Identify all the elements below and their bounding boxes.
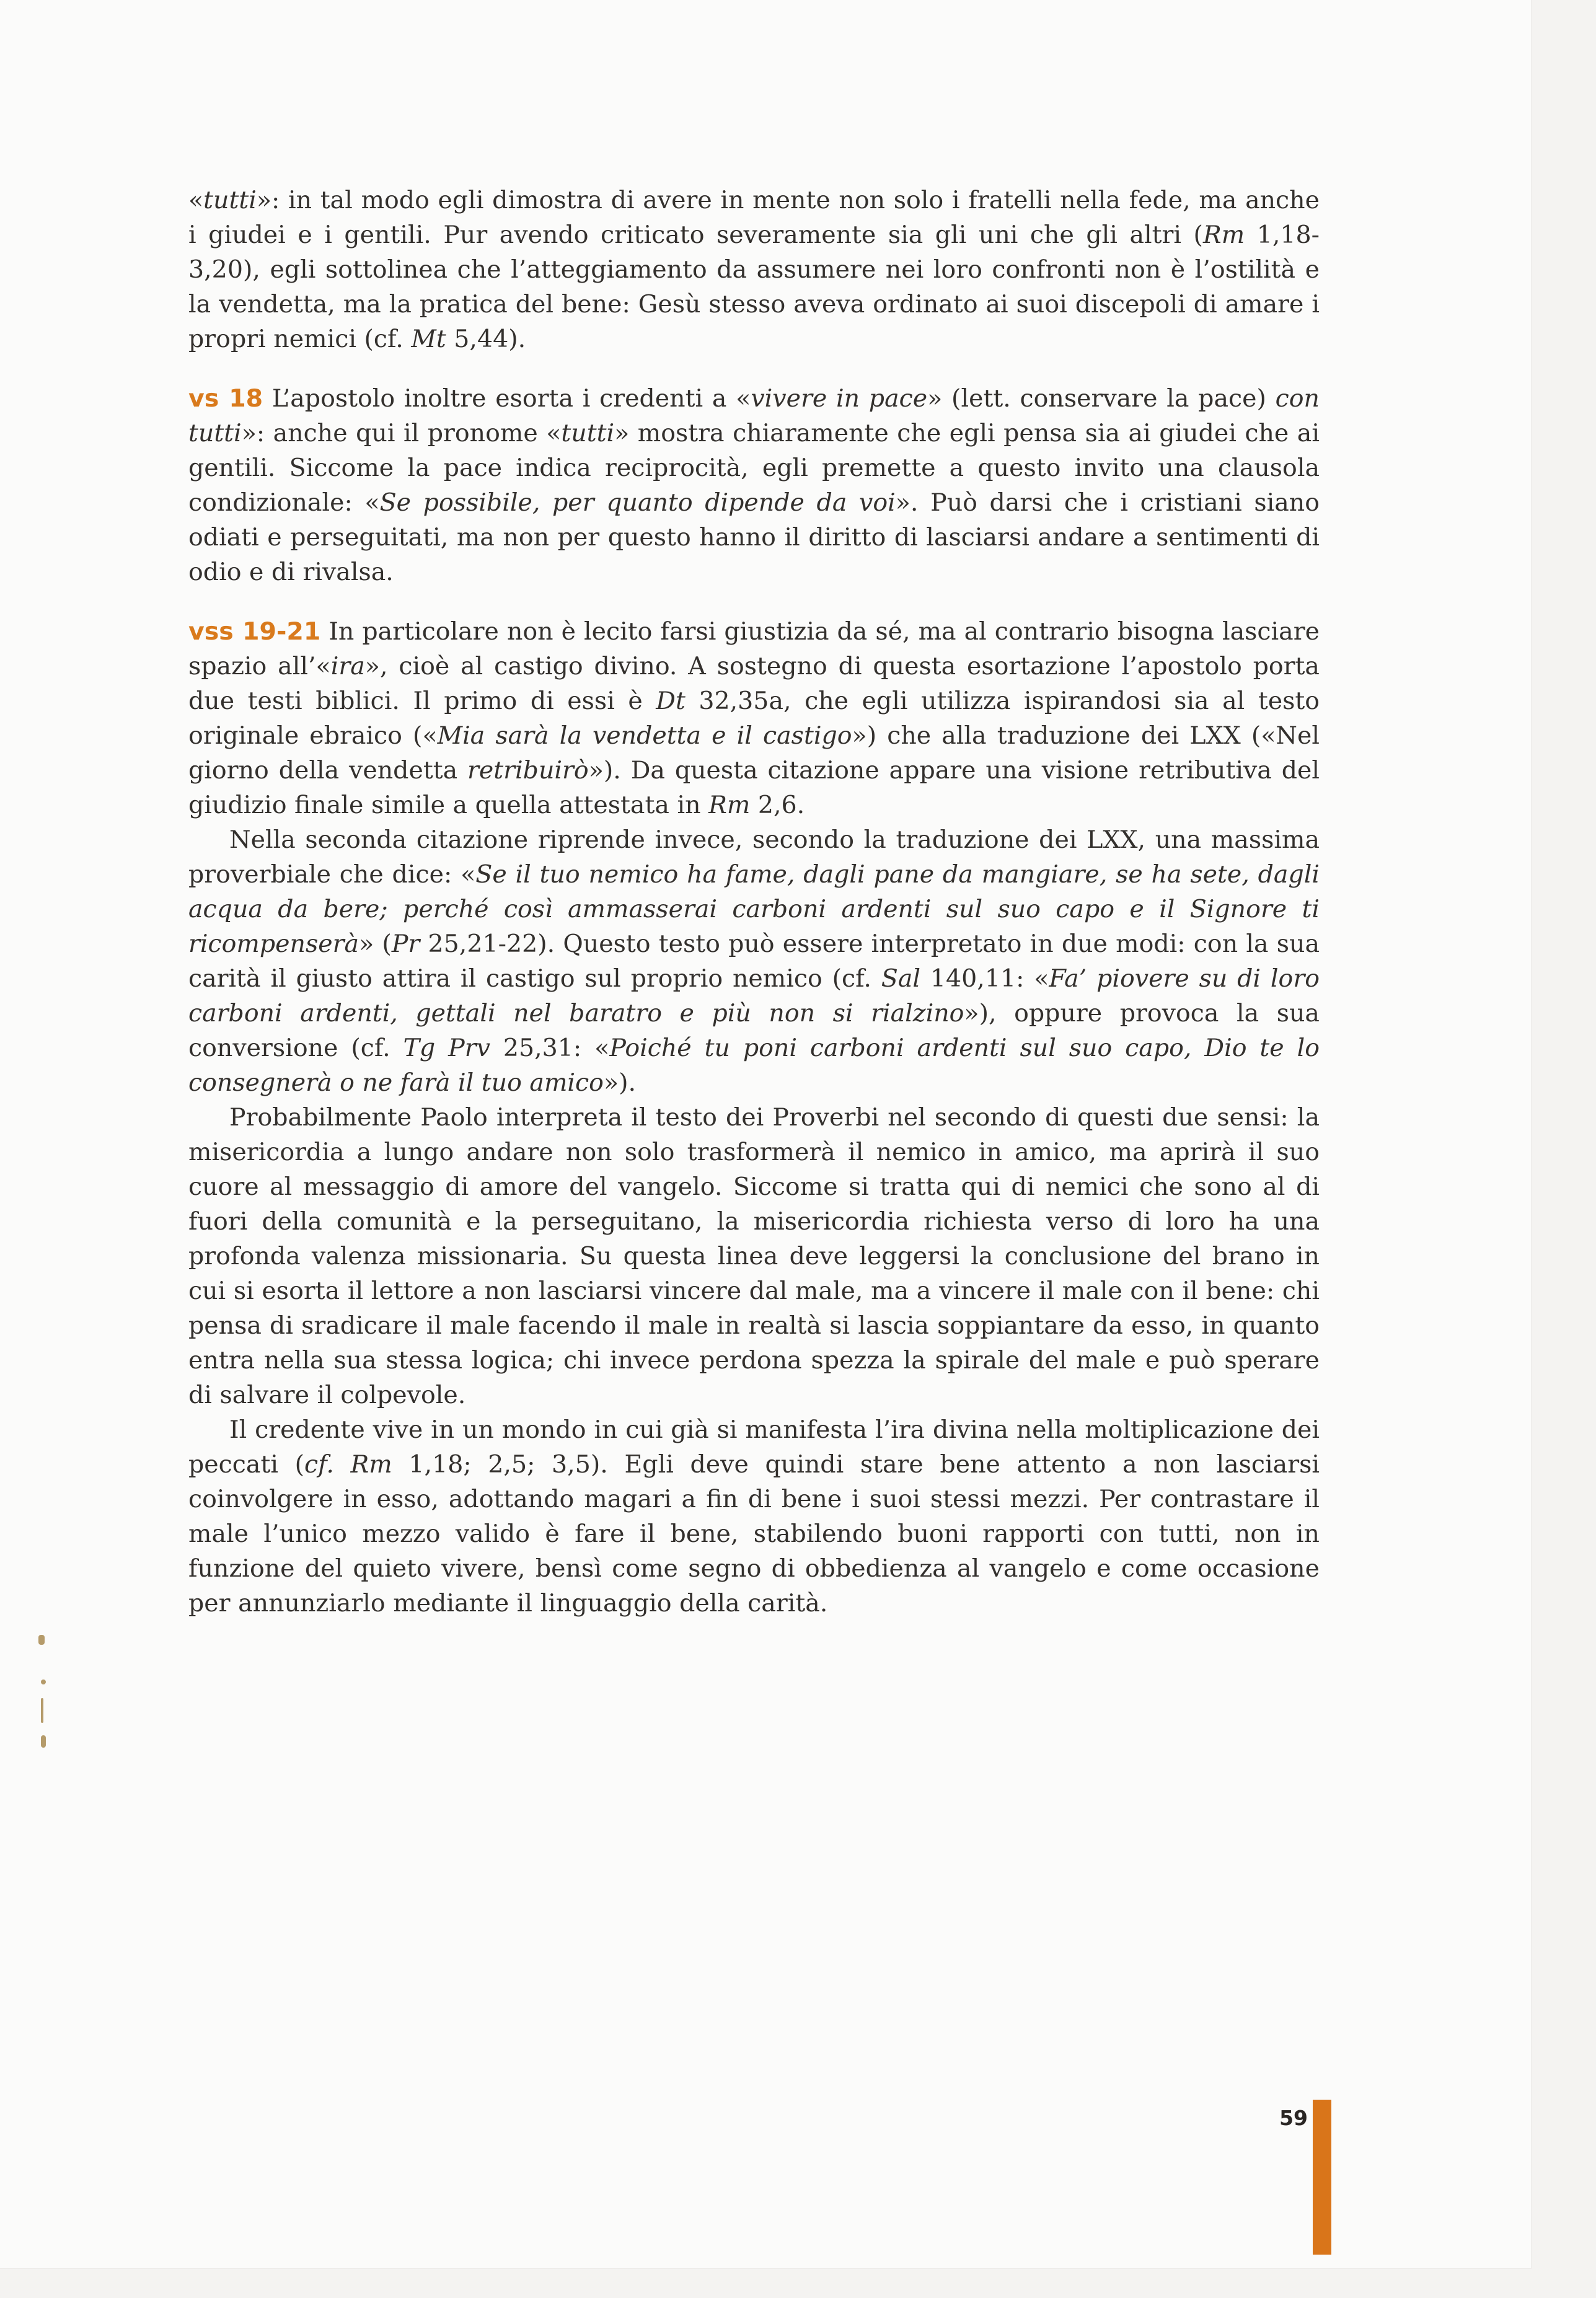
- verse-label: vss 19-21: [188, 617, 321, 646]
- margin-mark: [41, 1698, 43, 1723]
- margin-mark: [38, 1635, 45, 1645]
- paragraph-second-citation: Nella seconda citazione riprende invece, secondo la traduzione dei LXX, una massima proverbiale che dice: «Se il tuo nemico ha fame, dagli pane da mangiare, se ha sete, dagli acqua da bere; perché così ammasserai carboni ardenti sul suo capo e il Signore ti ricompenserà» (Pr 25,21-22). Questo testo può essere interpretato in due modi: con la sua carità il giusto attira il castigo sul proprio nemico (cf. Sal 140,11: «Fa’ piovere su di loro carboni ardenti, gettali nel baratro e più non si rialzino»), oppure provoca la sua conversione (cf. Tg Prv 25,31: «Poiché tu poni carboni ardenti sul suo capo, Dio te lo consegnerà o ne farà il tuo amico»).: [188, 825, 1320, 1097]
- paragraph-1: «tutti»: in tal modo egli dimostra di avere in mente non solo i fratelli nella fede, ma anche i giudei e i gentili. Pur avendo criticato severamente sia gli uni che gli altri (Rm 1,18-3,20), egli sottolinea che l’atteggiamento da assumere nei loro confronti non è l’ostilità e la vendetta, ma la pratica del bene: Gesù stesso aveva ordinato ai suoi discepoli di amare i propri nemici (cf. Mt 5,44).: [188, 186, 1320, 353]
- margin-mark: [41, 1679, 46, 1684]
- margin-mark: [41, 1735, 46, 1748]
- paragraph-vss-19-21: vss 19-21 In particolare non è lecito farsi giustizia da sé, ma al contrario bisogna lasciare spazio all’«ira», cioè al castigo divino. A sostegno di questa esortazione l’apostolo porta due testi biblici. Il primo di essi è Dt 32,35a, che egli utilizza ispirandosi sia al testo originale ebraico («Mia sarà la vendetta e il castigo») che alla traduzione dei LXX («Nel giorno della vendetta retribuirò»). Da questa citazione appare una visione retributiva del giudizio finale simile a quella attestata in Rm 2,6.: [188, 617, 1320, 819]
- main-text: [188, 183, 1320, 1621]
- paragraph-conclusion: Il credente vive in un mondo in cui già si manifesta l’ira divina nella moltiplicazione dei peccati (cf. Rm 1,18; 2,5; 3,5). Egli deve quindi stare bene attento a non lasciarsi coinvolgere in esso, adottando magari a fin di bene i suoi stessi mezzi. Per contrastare il male l’unico mezzo valido è fare il bene, stabilendo buoni rapporti con tutti, non in funzione del quieto vivere, bensì come segno di obbedienza al vangelo e come occasione per annunziarlo mediante il linguaggio della carità.: [188, 1415, 1320, 1618]
- page-number: 59: [1279, 2106, 1308, 2130]
- paragraph-vs-18: vs 18 L’apostolo inoltre esorta i credenti a «vivere in pace» (lett. conservare la pace) con tutti»: anche qui il pronome «tutti» mostra chiaramente che egli pensa sia ai giudei che ai gentili. Siccome la pace indica reciprocità, egli premette a questo invito una clausola condizionale: «Se possibile, per quanto dipende da voi». Può darsi che i cristiani siano odiati e perseguitati, ma non per questo hanno il diritto di lasciarsi andare a sentimenti di odio e di rivalsa.: [188, 384, 1320, 586]
- paragraph-interpretation: Probabilmente Paolo interpreta il testo dei Proverbi nel secondo di questi due sensi: la misericordia a lungo andare non solo trasformerà il nemico in amico, ma aprirà il suo cuore al messaggio di amore del vangelo. Siccome si tratta qui di nemici che sono al di fuori della comunità e la perseguitano, la misericordia richiesta verso di loro ha una profonda valenza missionaria. Su questa linea deve leggersi la conclusione del brano in cui si esorta il lettore a non lasciarsi vincere dal male, ma a vincere il male con il bene: chi pensa di sradicare il male facendo il male in realtà si lascia soppiantare da esso, in quanto entra nella sua stessa logica; chi invece perdona spezza la spirale del male e può sperare di salvare il colpevole.: [188, 1103, 1320, 1409]
- verse-label: vs 18: [188, 384, 263, 413]
- page-number-bar: [1313, 2100, 1331, 2255]
